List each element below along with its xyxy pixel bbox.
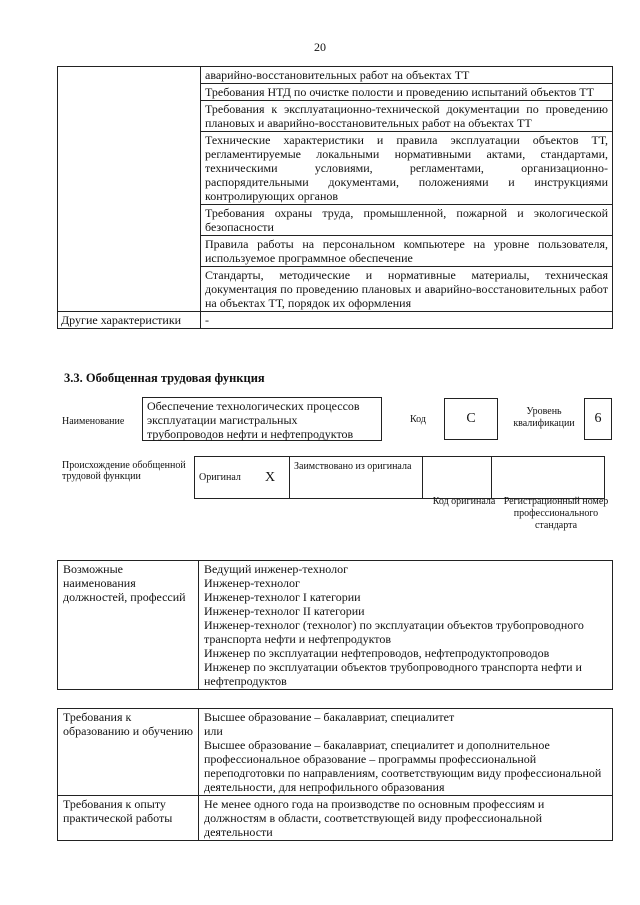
knowledge-row: Требования охраны труда, промышленной, пожарной и экологической безопасности [201, 205, 613, 236]
education-item: Высшее образование – бакалавриат, специалитет и дополнительное профессиональное образование – программы профессиональной переподготовки по направлениям, соответствующим виду профессиональной деятельности, для непрофильного образования [204, 738, 602, 794]
origin-label: Происхождение обобщенной трудовой функции [62, 460, 186, 482]
borrowed-label: Заимствовано из оригинала [290, 457, 423, 499]
code-original-cell [423, 457, 492, 499]
code-label: Код [410, 414, 426, 425]
knowledge-row: аварийно-восстановительных работ на объектах ТТ [201, 67, 613, 84]
level-label: Уровень квалификации [513, 406, 575, 429]
positions-table [57, 560, 613, 690]
reg-number-cell [492, 457, 605, 499]
education-list [199, 709, 613, 796]
position-item: Ведущий инженер-технолог [204, 562, 348, 576]
page-number: 20 [314, 40, 326, 54]
knowledge-table [57, 66, 613, 329]
experience-value: Не менее одного года на производстве по основным профессиям и должностям в области, соответствующей виду профессиональной деятельности [199, 796, 613, 841]
code-value-box: C [444, 398, 498, 440]
function-name-box: Обеспечение технологических процессов эксплуатации магистральных трубопроводов нефти и нефтепродуктов [142, 397, 382, 441]
position-item: Инженер по эксплуатации нефтепроводов, нефтепродуктопроводов [204, 646, 550, 660]
knowledge-row: Требования НТД по очистке полости и проведению испытаний объектов ТТ [201, 84, 613, 101]
requirements-table [57, 708, 613, 841]
level-value-box: 6 [584, 398, 612, 440]
position-item: Инженер-технолог II категории [204, 604, 365, 618]
position-item: Инженер-технолог (технолог) по эксплуатации объектов трубопроводного транспорта нефти и нефтепродуктов [204, 618, 584, 646]
education-item: или [204, 724, 223, 738]
original-mark: X [261, 457, 290, 499]
knowledge-row: Правила работы на персональном компьютере на уровне пользователя, используемое программное обеспечение [201, 236, 613, 267]
education-item: Высшее образование – бакалавриат, специалитет [204, 710, 455, 724]
origin-table [194, 456, 605, 499]
code-original-label: Код оригинала [432, 496, 496, 507]
position-item: Инженер-технолог [204, 576, 300, 590]
experience-label: Требования к опыту практической работы [58, 796, 199, 841]
knowledge-row: Требования к эксплуатационно-технической документации по проведению плановых и аварийно-восстановительных работ на объектах ТТ [201, 101, 613, 132]
other-characteristics-value: - [201, 312, 613, 329]
original-label: Оригинал [195, 457, 262, 499]
reg-number-label: Регистрационный номер профессионального стандарта [503, 496, 609, 531]
positions-list [199, 561, 613, 690]
knowledge-label-cell [58, 67, 201, 312]
knowledge-row: Технические характеристики и правила эксплуатации объектов ТТ, регламентируемые локальными нормативными актами, стандартами, техническими условиями, регламентами, организационно-распорядительными документами, положениями и инструкциями контролирующих органов [201, 132, 613, 205]
other-characteristics-label: Другие характеристики [58, 312, 201, 329]
positions-label: Возможные наименования должностей, профессий [58, 561, 199, 690]
knowledge-row: Стандарты, методические и нормативные материалы, техническая документация по проведению плановых и аварийно-восстановительных работ на объектах ТТ, порядок их оформления [201, 267, 613, 312]
education-label: Требования к образованию и обучению [58, 709, 199, 796]
position-item: Инженер по эксплуатации объектов трубопроводного транспорта нефти и нефтепродуктов [204, 660, 582, 688]
name-label: Наименование [62, 416, 125, 427]
position-item: Инженер-технолог I категории [204, 590, 361, 604]
section-title: 3.3. Обобщенная трудовая функция [64, 371, 265, 385]
